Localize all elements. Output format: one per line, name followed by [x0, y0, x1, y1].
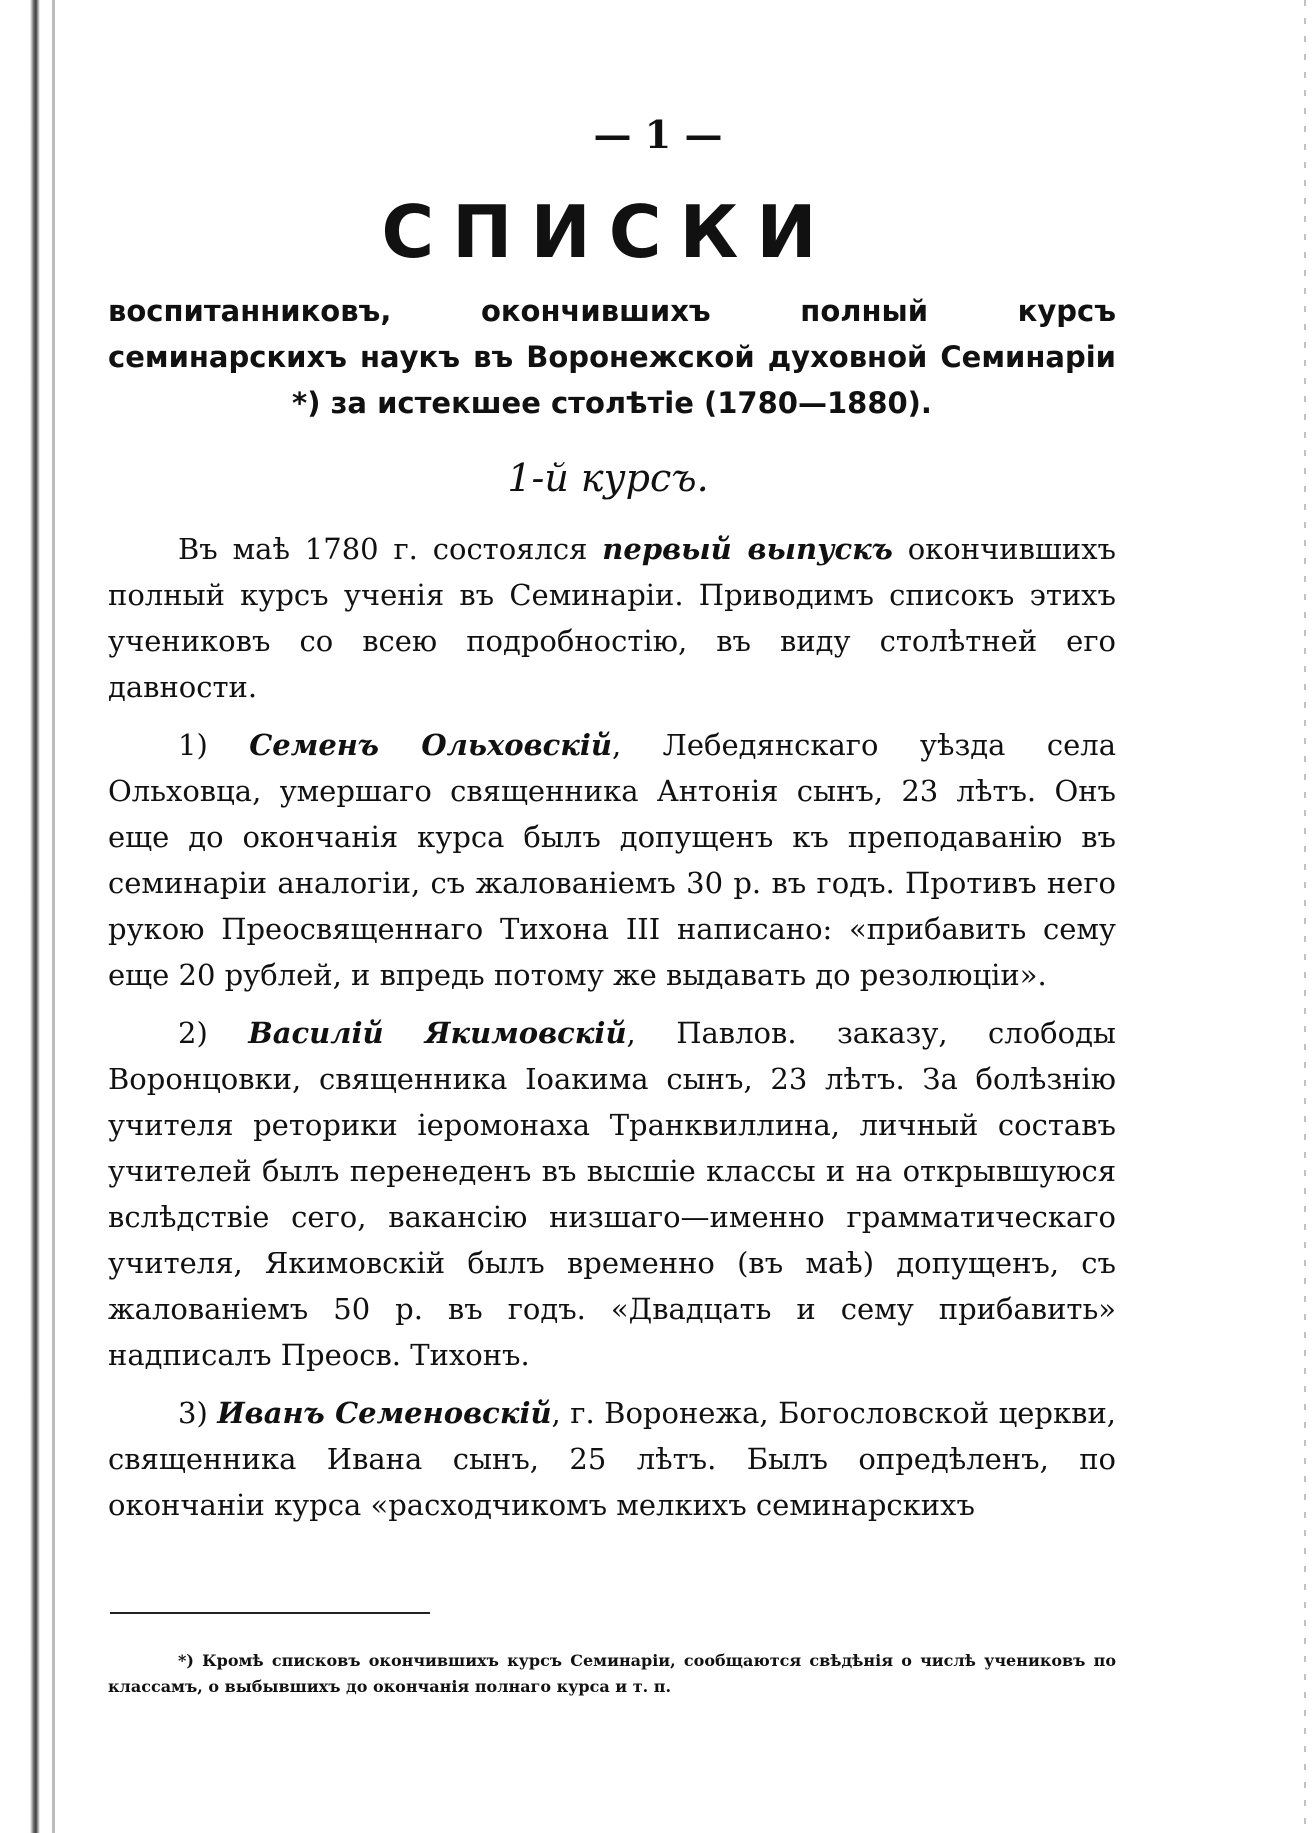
- entry-number: 3): [178, 1396, 218, 1430]
- entry-name: Семенъ Ольховскій: [249, 728, 613, 762]
- entry-text: , Лебедянскаго уѣзда села Ольховца, умершаго священника Антонія сынъ, 23 лѣтъ. Онъ еще до окончанія курса былъ допущенъ къ преподаванію въ семинаріи аналогіи, съ жалованіемъ 30 р. въ годъ. Противъ него рукою Преосвященнаго Тихона III написано: «прибавить сему еще 20 рублей, и впредь потому же выдавать до резолюціи».: [108, 728, 1116, 992]
- binding-edge: [30, 0, 40, 1833]
- footnote-divider: [110, 1612, 430, 1614]
- subtitle: воспитанниковъ, окончившихъ полный курсъ семинарскихъ наукъ въ Воронежской духовной Семинаріи *) за истекшее столѣтіе (1780—1880).: [108, 294, 1116, 420]
- entry-name: Иванъ Семеновскій: [217, 1396, 552, 1430]
- page-title: СПИСКИ: [381, 190, 835, 274]
- entry-3: [108, 1390, 1116, 1528]
- intro-text-after: окончившихъ полный курсъ ученія въ Семинаріи. Приводимъ списокъ этихъ учениковъ со всею подробностію, въ виду столѣтней его давности.: [108, 532, 1116, 704]
- entry-name: Василій Якимовскій: [248, 1016, 627, 1050]
- entry-number: 2): [178, 1016, 249, 1050]
- entry-text: , Павлов. заказу, слободы Воронцовки, священника Іоакима сынъ, 23 лѣтъ. За болѣзнію учителя реторики іеромонаха Транквиллина, личный составъ учителей былъ перенеденъ въ высшіе классы и на открывшуюся вслѣдствіе сего, вакансію низшаго—именно грамматическаго учителя, Якимовскій былъ временно (въ маѣ) допущенъ, съ жалованіемъ 50 р. въ годъ. «Двадцать и сему прибавить» надписалъ Преосв. Тихонъ.: [108, 1016, 1117, 1372]
- entry-2: [108, 1010, 1116, 1378]
- entry-number: 1): [178, 728, 250, 762]
- binding-shadow: [52, 0, 55, 1833]
- page-edge: [1304, 0, 1306, 1833]
- intro-text-before: Въ маѣ 1780 г. состоялся: [178, 532, 603, 566]
- intro-paragraph: [108, 526, 1116, 710]
- page-number: — 1 —: [593, 112, 723, 157]
- footnote: *) Кромѣ списковъ окончившихъ курсъ Семинаріи, сообщаются свѣдѣнія о числѣ учениковъ по классамъ, о выбывшихъ до окончанія полнаго курса и т. п.: [108, 1651, 1116, 1696]
- intro-emphasis: первый выпускъ: [602, 532, 893, 566]
- entry-text: , г. Воронежа, Богословской церкви, священника Ивана сынъ, 25 лѣтъ. Былъ опредѣленъ, по окончаніи курса «расходчикомъ мелкихъ семинарскихъ: [108, 1396, 1116, 1522]
- body-text: [108, 526, 1116, 1540]
- entry-1: [108, 722, 1116, 998]
- course-heading: 1-й курсъ.: [507, 456, 709, 500]
